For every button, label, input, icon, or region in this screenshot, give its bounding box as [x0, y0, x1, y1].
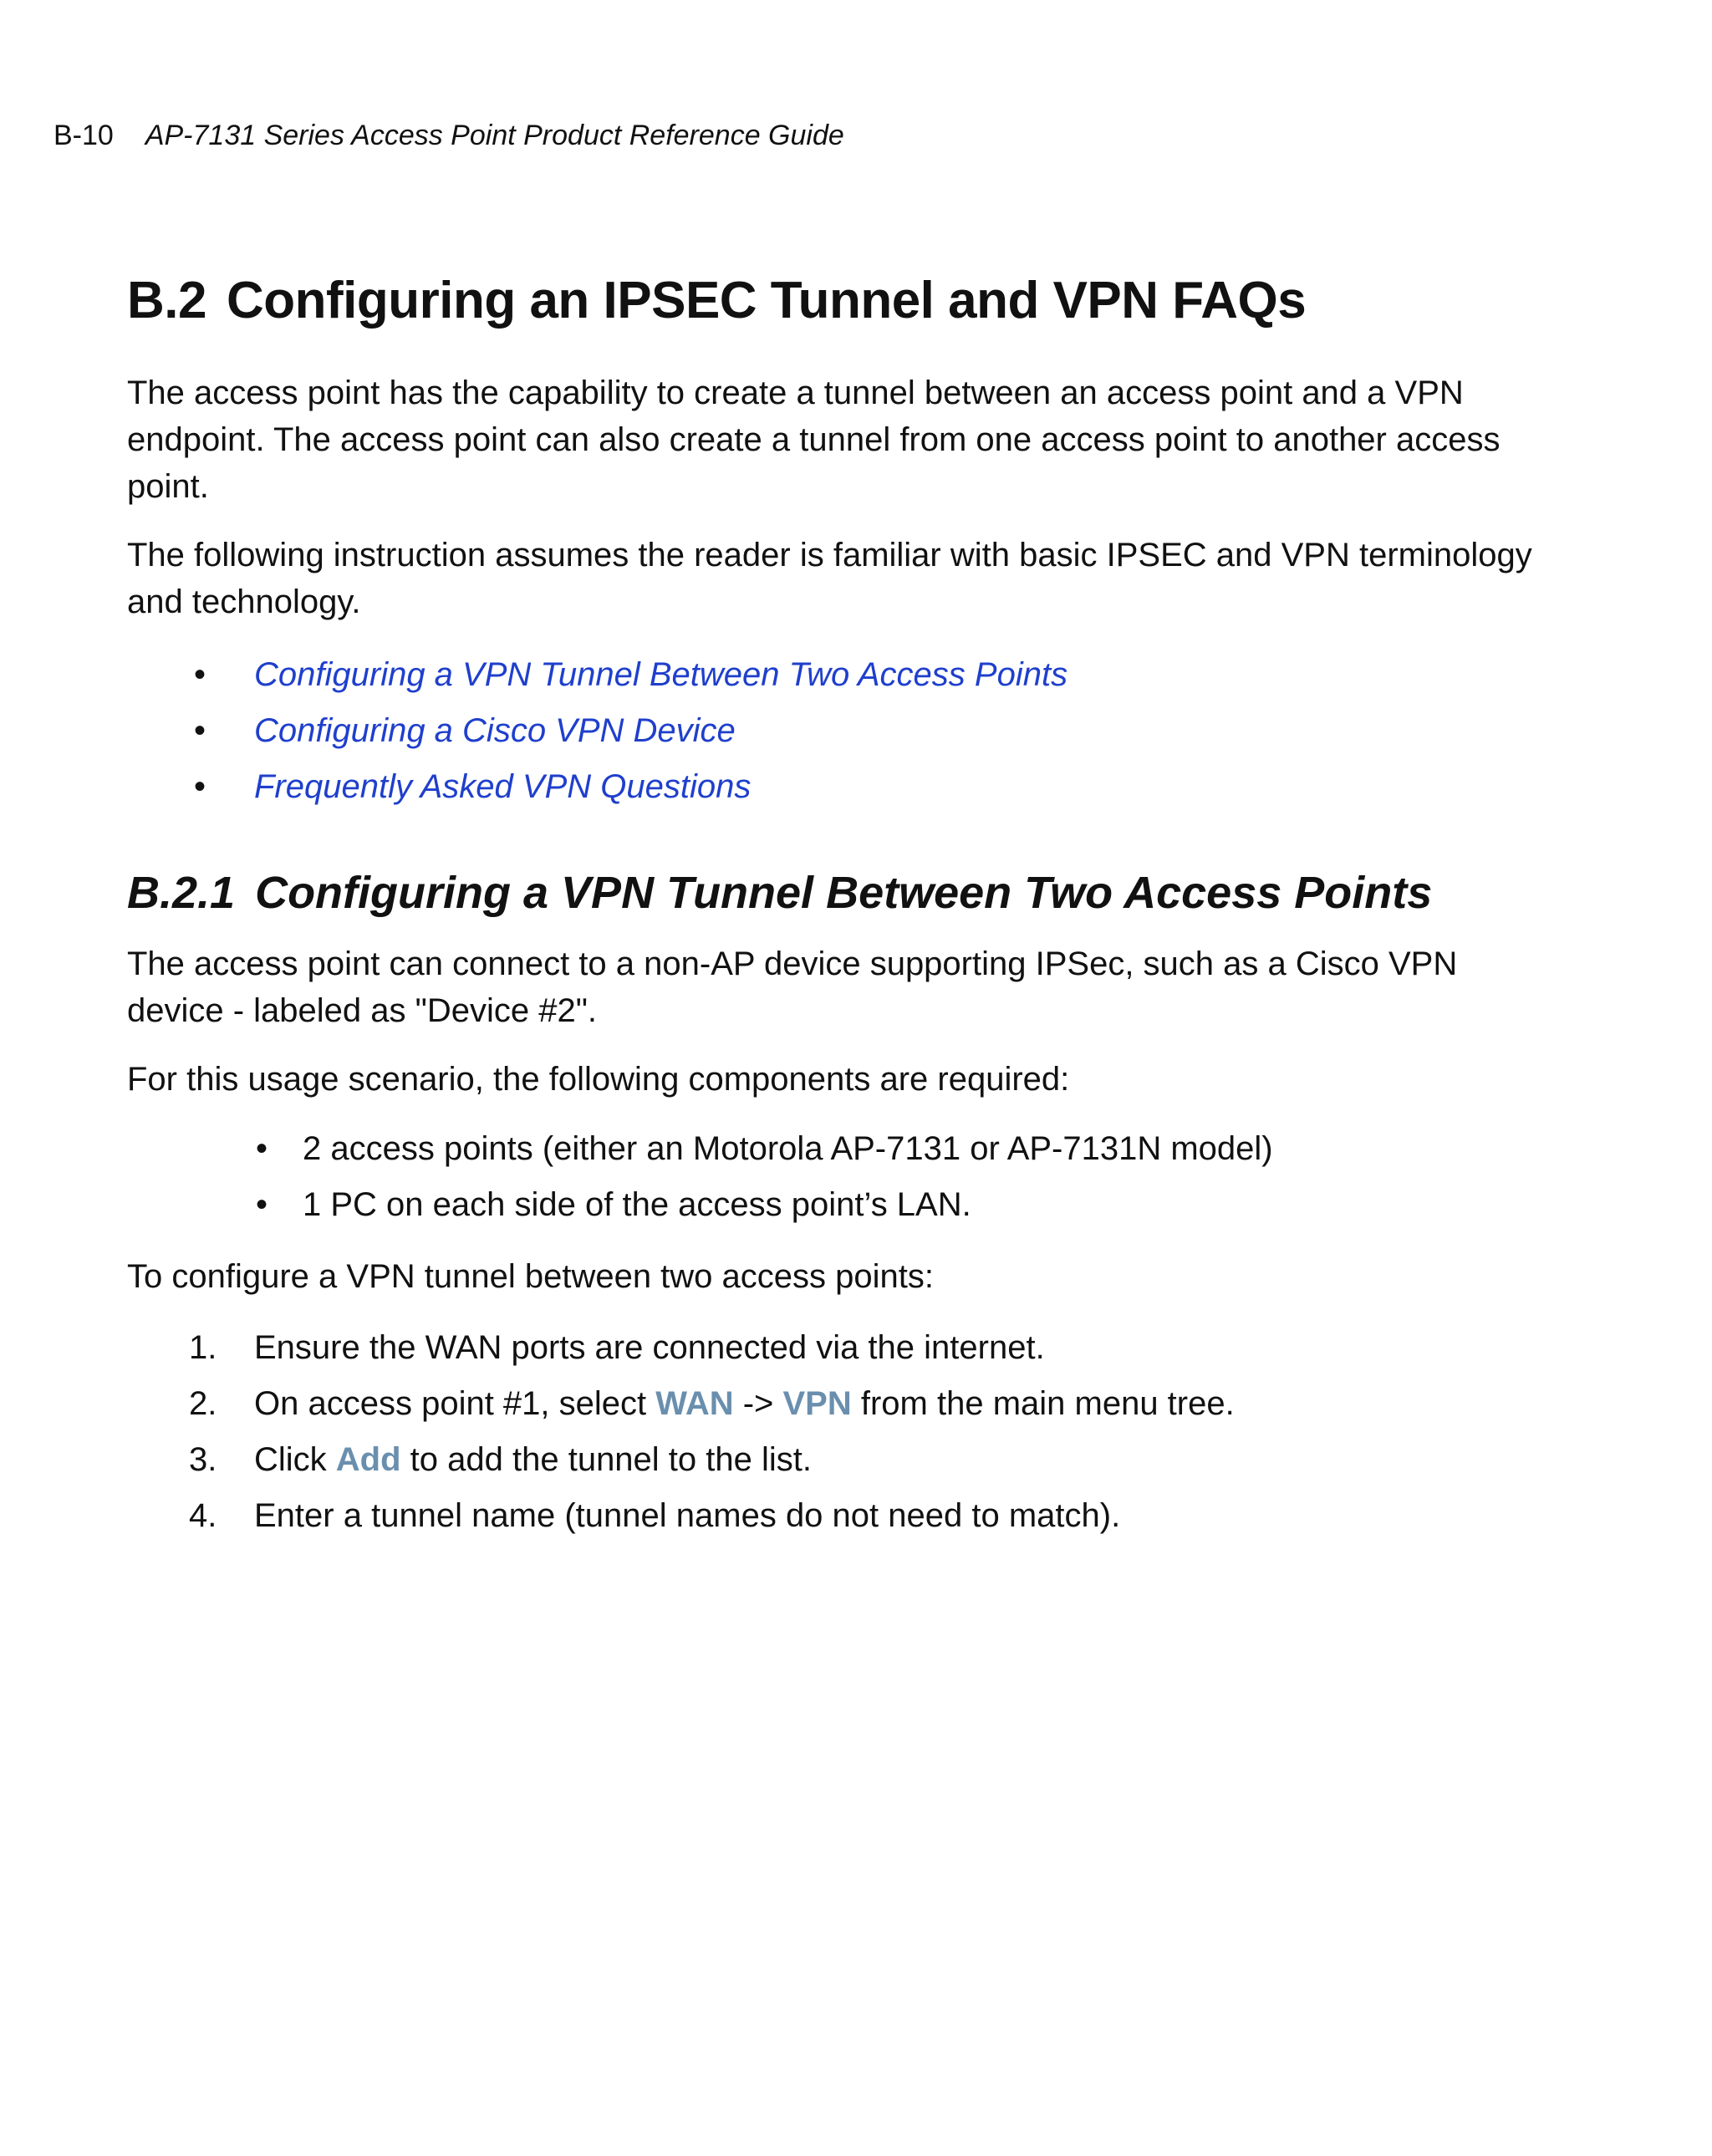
step-item: [127, 1320, 1548, 1376]
component-text: 2 access points (either an Motorola AP-7131 or AP-7131N model): [303, 1130, 1273, 1167]
section-heading: [127, 268, 1548, 334]
guide-title: AP-7131 Series Access Point Product Reference Guide: [145, 120, 844, 151]
bullet-icon: •: [194, 712, 206, 749]
subsection-intro-paragraph: The access point can connect to a non-AP device supporting IPSec, such as a Cisco VPN device - labeled as "Device #2".: [127, 945, 1458, 1029]
components-list: [127, 1121, 1548, 1233]
step-number: 3.: [189, 1441, 217, 1478]
step-text: Enter a tunnel name (tunnel names do not need to match).: [254, 1497, 1121, 1534]
section-title: Configuring an IPSEC Tunnel and VPN FAQs: [226, 272, 1307, 329]
section-link-list: [127, 647, 1548, 815]
page-content: [127, 268, 1548, 1544]
link-vpn-faq[interactable]: Frequently Asked VPN Questions: [254, 768, 752, 805]
list-item: [127, 1177, 1548, 1233]
list-item: [127, 647, 1548, 703]
list-item: [127, 703, 1548, 759]
bullet-icon: •: [194, 656, 206, 693]
component-text: 1 PC on each side of the access point’s LAN.: [303, 1186, 971, 1223]
ui-reference-add: Add: [335, 1441, 401, 1478]
section-intro-paragraph: The access point has the capability to create a tunnel between an access point and a VPN endpoint. The access point can also create a tunnel from one access point to another access point.: [127, 375, 1501, 505]
section-number: B.2: [127, 272, 206, 329]
ui-reference-wan: WAN: [655, 1385, 734, 1422]
section-assumption-paragraph: The following instruction assumes the reader is familiar with basic IPSEC and VPN terminology and technology.: [127, 537, 1532, 620]
step-text-post: from the main menu tree.: [851, 1385, 1235, 1422]
subsection-heading: [127, 864, 1548, 922]
subsection-title: Configuring a VPN Tunnel Between Two Access Points: [255, 868, 1433, 918]
link-vpn-tunnel-two-aps[interactable]: Configuring a VPN Tunnel Between Two Access Points: [254, 656, 1068, 693]
bullet-icon: •: [256, 1186, 268, 1223]
ui-reference-vpn: VPN: [782, 1385, 852, 1422]
step-number: 2.: [189, 1385, 217, 1422]
components-intro-paragraph: For this usage scenario, the following components are required:: [127, 1061, 1070, 1098]
link-cisco-vpn-device[interactable]: Configuring a Cisco VPN Device: [254, 712, 736, 749]
page-number: B-10: [54, 120, 114, 151]
step-text-pre: On access point #1, select: [254, 1385, 656, 1422]
subsection-number: B.2.1: [127, 868, 236, 918]
step-number: 1.: [189, 1329, 217, 1366]
bullet-icon: •: [256, 1130, 268, 1167]
step-item: [127, 1488, 1548, 1544]
step-text-mid: ->: [733, 1385, 783, 1422]
step-text-pre: Click: [254, 1441, 336, 1478]
steps-list: [127, 1320, 1548, 1544]
step-item: [127, 1432, 1548, 1488]
list-item: [127, 1121, 1548, 1177]
list-item: [127, 759, 1548, 815]
step-number: 4.: [189, 1497, 217, 1534]
step-text: Ensure the WAN ports are connected via the internet.: [254, 1329, 1045, 1366]
page-header: [54, 117, 844, 154]
step-text-post: to add the tunnel to the list.: [400, 1441, 812, 1478]
steps-intro-paragraph: To configure a VPN tunnel between two access points:: [127, 1258, 934, 1295]
step-item: [127, 1376, 1548, 1432]
bullet-icon: •: [194, 768, 206, 805]
